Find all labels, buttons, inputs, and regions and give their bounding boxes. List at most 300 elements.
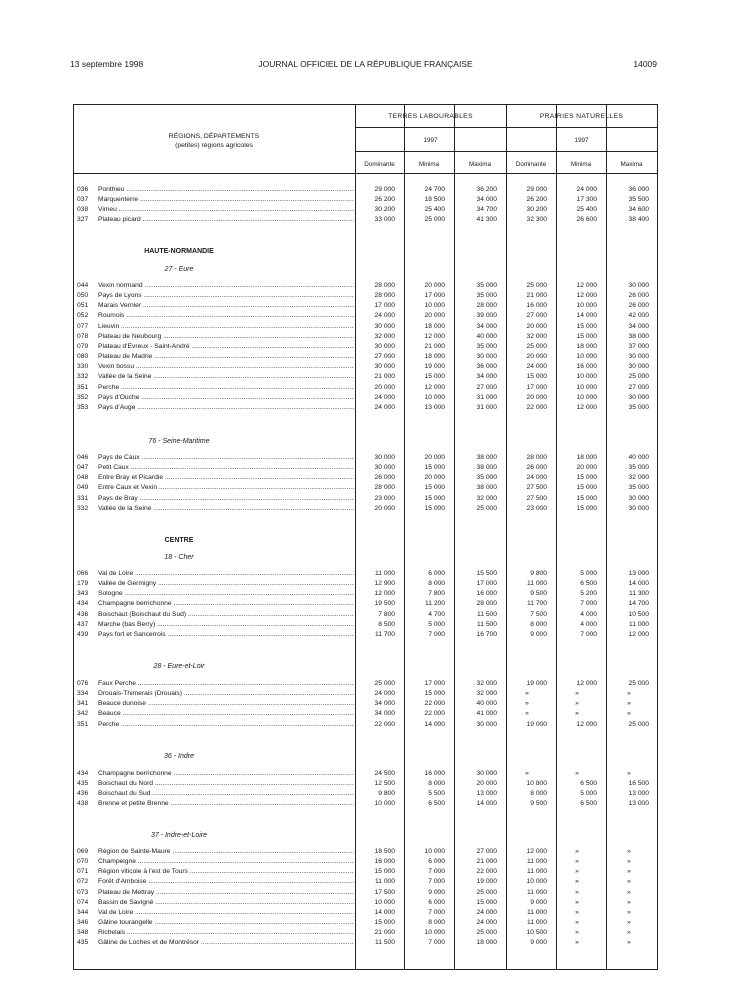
table-row [73, 302, 658, 312]
row-value: 10 000 [576, 383, 597, 391]
row-value: 11 000 [527, 868, 547, 876]
row-value: 24 000 [576, 186, 597, 193]
row-value: 30 000 [374, 454, 395, 461]
row-code: 332 [77, 504, 89, 512]
col-header: Minima [418, 161, 440, 168]
divider [74, 173, 657, 174]
row-value: 30 000 [476, 770, 497, 777]
row-code: 348 [77, 929, 89, 937]
row-value: 13 000 [628, 800, 649, 808]
row-code: 066 [77, 570, 89, 577]
row-value: 11 300 [629, 590, 649, 598]
row-value: 20 000 [476, 780, 497, 788]
row-value: 30 000 [476, 353, 497, 361]
row-value: 10 000 [526, 878, 547, 886]
table-row [73, 680, 658, 690]
col-header: Dominante [364, 161, 395, 168]
table-row [73, 343, 658, 353]
row-value: 41 000 [476, 710, 497, 718]
row-code: 036 [77, 186, 89, 193]
table-row [73, 196, 658, 206]
row-value: 32 000 [476, 494, 497, 502]
row-name: Sologne ..... [98, 590, 354, 597]
row-value: 22 000 [374, 720, 395, 728]
row-name: Boischaut (Boischaut du Sud) ..... [98, 611, 354, 618]
row-code: 080 [77, 353, 89, 361]
row-value: 5 500 [428, 790, 445, 798]
table-row [73, 780, 658, 790]
row-value: 38 000 [476, 484, 497, 492]
row-code: 341 [77, 700, 89, 708]
row-value: 30 000 [628, 504, 649, 512]
row-name: Forêt d'Amboise ..... [98, 878, 354, 885]
row-value: 17 300 [576, 196, 597, 204]
row-name: Beauce dunoise ..... [98, 700, 354, 707]
page-number: 14009 [633, 59, 657, 69]
row-value: 17 000 [526, 383, 547, 391]
row-value: 29 000 [526, 186, 547, 193]
row-value: 11 000 [527, 908, 547, 916]
row-value: 22 000 [424, 700, 445, 708]
row-value: 28 000 [476, 302, 497, 310]
row-value: 9 000 [530, 939, 547, 947]
row-value: » [627, 939, 631, 947]
row-value: 9 000 [530, 898, 547, 906]
row-value: 6 000 [428, 570, 445, 577]
row-value: » [575, 868, 579, 876]
group-prairies: PRAIRIES NATURELLES [539, 113, 624, 120]
row-value: 17 000 [476, 580, 497, 588]
row-value: 13 000 [628, 790, 649, 798]
row-value: 32 000 [526, 332, 547, 340]
dept-heading: 37 - Indre-et-Loire [150, 832, 208, 839]
row-value: 26 000 [374, 474, 395, 482]
row-code: 037 [77, 196, 89, 204]
row-value: 30 000 [374, 363, 395, 371]
row-value: » [575, 908, 579, 916]
row-value: 11 500 [477, 610, 497, 618]
row-value: 10 000 [374, 800, 395, 808]
row-name: Val de Loire ..... [98, 570, 354, 577]
table-row [73, 770, 658, 780]
row-value: 30 000 [628, 353, 649, 361]
row-code: 353 [77, 403, 89, 411]
row-value: 30 000 [476, 720, 497, 728]
row-value: 27 500 [526, 494, 547, 502]
row-value: 37 000 [628, 342, 649, 350]
row-value: 25 000 [628, 680, 649, 687]
row-code: 044 [77, 282, 89, 289]
divider [506, 105, 507, 969]
dept-heading: 18 - Cher [164, 554, 194, 561]
row-code: 038 [77, 206, 89, 214]
row-name: Perche ..... [98, 721, 354, 728]
row-name: Boischaut du Sud ..... [98, 790, 354, 797]
row-name: Marais Vernier ..... [98, 302, 354, 309]
row-value: » [575, 690, 579, 698]
row-value: 15 500 [476, 570, 497, 577]
group-terres: TERRES LABOURABLES [388, 113, 473, 120]
row-value: » [627, 888, 631, 896]
row-value: » [575, 898, 579, 906]
row-value: » [575, 848, 579, 855]
row-value: 18 000 [576, 454, 597, 461]
row-value: 9 500 [530, 590, 547, 598]
row-value: » [575, 878, 579, 886]
row-value: 10 000 [374, 898, 395, 906]
row-value: 15 000 [576, 494, 597, 502]
row-code: 327 [77, 216, 89, 224]
row-value: 40 000 [476, 332, 497, 340]
row-name: Région viticole à l'est de Tours ..... [98, 868, 354, 875]
row-value: 12 000 [576, 292, 597, 300]
row-value: 24 000 [526, 363, 547, 371]
row-value: 24 000 [374, 690, 395, 698]
row-value: 7 000 [428, 868, 445, 876]
row-value: 17 000 [424, 292, 445, 300]
row-value: 41 300 [476, 216, 497, 224]
table-row [73, 495, 658, 505]
row-value: 21 000 [526, 292, 547, 300]
row-name: Drouais-Thimerais (Drouais) ..... [98, 690, 354, 697]
row-value: 42 000 [628, 312, 649, 320]
row-value: 27 500 [526, 484, 547, 492]
row-value: » [627, 929, 631, 937]
row-value: 35 000 [476, 474, 497, 482]
row-value: 32 300 [526, 216, 547, 224]
table-row [73, 206, 658, 216]
row-value: 12 000 [424, 383, 445, 391]
row-value: 12 000 [628, 630, 649, 638]
row-name: Vallée de la Seine ..... [98, 505, 354, 512]
row-value: 11 000 [375, 570, 395, 577]
row-value: 27 000 [526, 312, 547, 320]
row-value: 16 700 [476, 630, 497, 638]
row-value: 26 200 [526, 196, 547, 204]
divider [355, 127, 658, 128]
row-value: 36 000 [628, 186, 649, 193]
row-value: 20 000 [576, 464, 597, 472]
table-row [73, 454, 658, 464]
row-code: 438 [77, 800, 89, 808]
row-value: 11 500 [477, 620, 497, 628]
row-name: Gâtine tourangelle ..... [98, 919, 354, 926]
row-value: 11 000 [527, 888, 547, 896]
row-value: 20 000 [374, 383, 395, 391]
row-value: 8 000 [530, 620, 547, 628]
row-value: 25 000 [526, 342, 547, 350]
row-value: 7 000 [428, 908, 445, 916]
table-row [73, 611, 658, 621]
row-value: 15 000 [476, 898, 497, 906]
row-value: 39 000 [476, 312, 497, 320]
row-value: 4 000 [580, 620, 597, 628]
row-name: Plateau de Neubourg ..... [98, 333, 354, 340]
row-value: 4 000 [580, 610, 597, 618]
row-value: 14 000 [424, 720, 445, 728]
row-value: 10 000 [576, 302, 597, 310]
row-value: 20 000 [374, 504, 395, 512]
row-code: 351 [77, 720, 89, 728]
row-value: » [627, 919, 631, 927]
row-value: 7 500 [530, 610, 547, 618]
row-code: 330 [77, 363, 89, 371]
row-code: 074 [77, 898, 89, 906]
row-name: Pays de Bray ..... [98, 495, 354, 502]
row-code: 334 [77, 690, 89, 698]
table-row [73, 868, 658, 878]
row-name: Plateau d'Evreux - Saint-André ..... [98, 343, 354, 350]
row-code: 048 [77, 474, 89, 482]
region-heading: HAUTE-NORMANDIE [144, 248, 214, 255]
row-value: 25 000 [628, 373, 649, 381]
row-value: 35 500 [628, 196, 649, 204]
table-row [73, 700, 658, 710]
row-value: 5 000 [428, 620, 445, 628]
row-value: 15 000 [526, 373, 547, 381]
row-value: 15 000 [424, 373, 445, 381]
table-row [73, 323, 658, 333]
row-value: 10 000 [576, 373, 597, 381]
row-value: 11 500 [375, 939, 395, 947]
table-row [73, 848, 658, 858]
row-value: 12 500 [374, 780, 395, 788]
divider [606, 105, 607, 969]
row-value: 16 000 [576, 363, 597, 371]
table-row [73, 282, 658, 292]
row-code: 077 [77, 322, 89, 330]
row-value: 40 000 [476, 700, 497, 708]
row-name: Richelais ..... [98, 929, 354, 936]
row-value: 20 000 [526, 322, 547, 330]
table-row [73, 600, 658, 610]
row-value: 11 700 [375, 630, 395, 638]
row-value: 25 000 [628, 720, 649, 728]
row-value: 16 000 [374, 858, 395, 866]
table-row [73, 363, 658, 373]
row-value: 30 000 [374, 322, 395, 330]
row-value: » [525, 710, 529, 718]
row-name: Pays de Caux ..... [98, 454, 354, 461]
row-value: » [575, 919, 579, 927]
row-value: 22 000 [526, 403, 547, 411]
table-row [73, 216, 658, 226]
dept-heading: 27 - Eure [164, 266, 194, 273]
row-value: » [627, 878, 631, 886]
row-value: 30 000 [628, 363, 649, 371]
row-value: 8 500 [378, 620, 395, 628]
row-value: 14 000 [374, 908, 395, 916]
row-value: 11 000 [375, 878, 395, 886]
row-code: 437 [77, 620, 89, 628]
row-value: 30 000 [374, 464, 395, 472]
row-name: Marquenterre ..... [98, 196, 354, 203]
dept-heading: 28 - Eure-et-Loir [153, 663, 205, 670]
row-value: 16 500 [628, 780, 649, 788]
row-value: 32 000 [374, 332, 395, 340]
row-value: 20 000 [424, 474, 445, 482]
row-value: 11 700 [527, 600, 547, 608]
row-value: 7 800 [378, 610, 395, 618]
table-row [73, 919, 658, 929]
row-value: 8 000 [428, 780, 445, 788]
row-value: 34 000 [628, 322, 649, 330]
row-code: 439 [77, 630, 89, 638]
row-value: 31 000 [476, 393, 497, 401]
row-value: 19 000 [476, 878, 497, 886]
row-name: Vimeu ..... [98, 206, 354, 213]
row-code: 071 [77, 868, 89, 876]
row-name: Vexin bossu ..... [98, 363, 354, 370]
row-value: 20 000 [526, 353, 547, 361]
row-name: Brenne et petite Brenne ..... [98, 800, 354, 807]
row-value: 15 000 [424, 690, 445, 698]
table-row [73, 909, 658, 919]
row-value: 4 700 [428, 610, 445, 618]
row-value: 7 000 [428, 939, 445, 947]
row-value: 9 000 [530, 630, 547, 638]
row-value: 24 000 [526, 474, 547, 482]
table-row [73, 474, 658, 484]
row-value: 22 000 [476, 868, 497, 876]
row-code: 342 [77, 710, 89, 718]
row-value: 20 000 [424, 312, 445, 320]
table-row [73, 373, 658, 383]
row-value: 28 000 [476, 600, 497, 608]
row-value: 5 000 [580, 570, 597, 577]
row-value: » [627, 858, 631, 866]
row-value: 31 000 [476, 403, 497, 411]
row-name: Région de Sainte-Maure ..... [98, 848, 354, 855]
row-value: » [525, 690, 529, 698]
row-value: 25 000 [374, 680, 395, 687]
row-value: 28 000 [374, 484, 395, 492]
row-name: Petit Caux ..... [98, 464, 354, 471]
row-value: 14 000 [476, 800, 497, 808]
row-value: 26 200 [374, 196, 395, 204]
row-value: 19 000 [424, 363, 445, 371]
row-value: 21 000 [476, 858, 497, 866]
row-value: 5 000 [580, 790, 597, 798]
row-code: 351 [77, 383, 89, 391]
table-row [73, 404, 658, 414]
table-row [73, 484, 658, 494]
row-name: Faux Perche ..... [98, 680, 354, 687]
table-row [73, 790, 658, 800]
row-code: 050 [77, 292, 89, 300]
table-row [73, 394, 658, 404]
row-name: Boischaut du Nord ..... [98, 780, 354, 787]
row-value: 34 000 [476, 373, 497, 381]
row-value: 19 000 [526, 720, 547, 728]
row-value: 12 000 [576, 720, 597, 728]
row-value: 35 000 [476, 292, 497, 300]
row-name: Champeigne ..... [98, 858, 354, 865]
row-code: 434 [77, 600, 89, 608]
table-row [73, 690, 658, 700]
row-code: 435 [77, 780, 89, 788]
row-value: 27 000 [476, 383, 497, 391]
row-value: 12 000 [424, 332, 445, 340]
row-value: 26 000 [628, 292, 649, 300]
divider [556, 105, 557, 969]
row-label-line2: (petites) régions agricoles [175, 142, 253, 149]
dept-heading: 76 - Seine-Maritime [148, 438, 210, 445]
row-value: 10 000 [424, 393, 445, 401]
row-value: 24 000 [476, 919, 497, 927]
row-value: 6 000 [428, 898, 445, 906]
row-value: 15 000 [576, 322, 597, 330]
table-row [73, 333, 658, 343]
row-value: 30 200 [374, 206, 395, 214]
row-name: Ponthieu ..... [98, 186, 354, 193]
row-value: 36 200 [476, 186, 497, 193]
row-value: 34 700 [476, 206, 497, 214]
table-row [73, 570, 658, 580]
row-value: 34 000 [476, 322, 497, 330]
row-code: 352 [77, 393, 89, 401]
row-value: 23 000 [374, 494, 395, 502]
row-value: 15 000 [576, 474, 597, 482]
row-value: » [525, 770, 529, 777]
journal-title: JOURNAL OFFICIEL DE LA RÉPUBLIQUE FRANÇAISE [258, 59, 473, 69]
row-name: Marche (bas Berry) ..... [98, 621, 354, 628]
row-value: » [575, 888, 579, 896]
row-value: 25 000 [476, 929, 497, 937]
row-name: Pays fort et Sancerrois ..... [98, 631, 354, 638]
row-value: 20 000 [526, 393, 547, 401]
table-row [73, 721, 658, 731]
row-code: 052 [77, 312, 89, 320]
row-value: 24 000 [374, 403, 395, 411]
row-value: 34 000 [374, 700, 395, 708]
row-name: Plateau de Mettray ..... [98, 889, 354, 896]
row-value: 34 600 [628, 206, 649, 214]
row-name: Entre Caux et Vexin ..... [98, 484, 354, 491]
col-header: Dominante [515, 161, 547, 168]
row-code: 078 [77, 332, 89, 340]
row-value: 30 000 [374, 342, 395, 350]
row-value: 28 000 [526, 454, 547, 461]
row-value: 18 000 [476, 939, 497, 947]
row-code: 072 [77, 878, 89, 886]
row-value: 17 000 [424, 680, 445, 687]
row-name: Champagne berrichonne ..... [98, 600, 354, 607]
row-value: 24 500 [374, 770, 395, 777]
row-value: 33 000 [374, 216, 395, 224]
row-value: 25 000 [526, 282, 547, 289]
row-value: 15 000 [374, 868, 395, 876]
row-value: » [627, 898, 631, 906]
row-code: 343 [77, 590, 89, 598]
row-value: 14 000 [628, 580, 649, 588]
row-value: 5 200 [580, 590, 597, 598]
row-value: 12 900 [374, 580, 395, 588]
row-value: 25 000 [424, 216, 445, 224]
year-prairies: 1997 [574, 137, 589, 144]
row-value: 38 000 [476, 464, 497, 472]
row-code: 070 [77, 858, 89, 866]
row-value: 10 500 [526, 929, 547, 937]
table-row [73, 939, 658, 949]
row-value: 25 400 [576, 206, 597, 214]
row-value: 9 800 [530, 570, 547, 577]
table-row [73, 590, 658, 600]
table-row [73, 186, 658, 196]
row-value: 10 000 [424, 848, 445, 855]
row-value: 22 000 [424, 710, 445, 718]
row-value: » [627, 690, 631, 698]
